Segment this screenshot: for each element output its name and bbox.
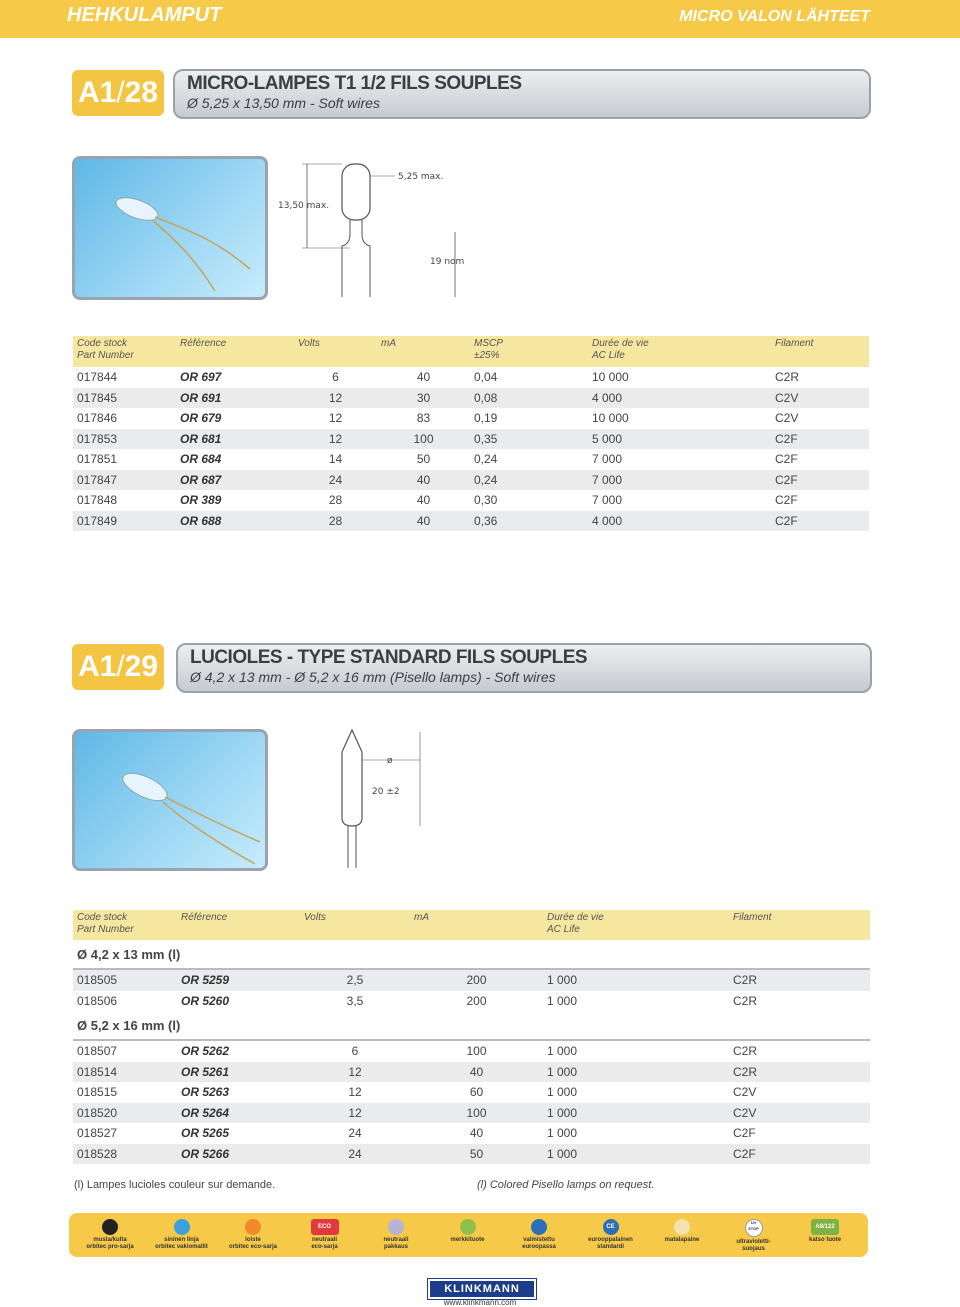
table-row (73, 367, 869, 388)
legend-icon: CE (603, 1219, 619, 1235)
cell-reference: OR 5260 (177, 991, 300, 1012)
cell-reference: OR 5264 (177, 1103, 300, 1124)
cell-life: 1 000 (543, 1144, 729, 1165)
cell-filament: C2V (771, 408, 869, 429)
legend-item (647, 1219, 717, 1244)
cell-life: 1 000 (543, 1082, 729, 1103)
cell-life: 5 000 (588, 429, 771, 450)
cell-filament: C2F (729, 1123, 870, 1144)
category-subtitle: MICRO VALON LÄHTEET (679, 8, 870, 25)
cell-reference: OR 5262 (177, 1040, 300, 1062)
note-french: (l) Lampes lucioles couleur sur demande. (74, 1179, 276, 1191)
table-row (73, 490, 869, 511)
cell-milliamps: 40 (377, 490, 470, 511)
legend-label: neutraali (383, 1237, 409, 1243)
legend-label: matalapaine (664, 1237, 700, 1243)
cell-milliamps: 83 (377, 408, 470, 429)
legend-item (504, 1219, 574, 1251)
cell-milliamps: 40 (410, 1062, 543, 1083)
legend-item (790, 1219, 860, 1244)
cell-part-number: 018506 (73, 991, 177, 1012)
cell-volts: 12 (294, 429, 377, 450)
cell-filament: C2V (729, 1103, 870, 1124)
cell-filament: C2F (771, 490, 869, 511)
cell-mscp: 0,24 (470, 470, 588, 491)
cell-filament: C2R (729, 969, 870, 991)
cell-filament: C2R (771, 367, 869, 388)
section-banner-a1-29 (176, 643, 872, 693)
cell-volts: 6 (300, 1040, 410, 1062)
legend-icon (388, 1219, 404, 1235)
cell-reference: OR 687 (176, 470, 294, 491)
cell-volts: 12 (300, 1103, 410, 1124)
cell-life: 1 000 (543, 991, 729, 1012)
legend-icon (674, 1219, 690, 1235)
cell-milliamps: 60 (410, 1082, 543, 1103)
lamp-photo (72, 156, 268, 300)
legend-item (576, 1219, 646, 1251)
cell-life: 1 000 (543, 1062, 729, 1083)
section-title: LUCIOLES - TYPE STANDARD FILS SOUPLES (190, 647, 588, 668)
legend-item (290, 1219, 360, 1251)
dim-diameter: 5,25 max. (398, 172, 444, 182)
legend-sublabel: pakkaus (383, 1244, 408, 1250)
cell-reference: OR 681 (176, 429, 294, 450)
cell-filament: C2R (729, 1062, 870, 1083)
cell-reference: OR 5263 (177, 1082, 300, 1103)
cell-milliamps: 100 (410, 1040, 543, 1062)
spec-table-a1-28: Code stock Part Number Référence Volts mA MSCP ±25% Durée de vie AC Life Filament 017844 OR 697 6 40 0,04 10 000 C2R 017845 OR 691 12 30 0,08 4 000 C2V 017846 OR 679 12 83 0,19 10 000 C2V 017853 OR 681 12 100 0,35 5 000 C2F 017851 OR 684 14 50 0,24 7 000 C2F 017847 OR 687 24 40 0,24 7 000 C2F 017848 OR 389 28 40 0,30 7 000 C2F 017849 OR 688 28 40 0,36 4 000 C2F (73, 336, 869, 531)
cell-life: 10 000 (588, 367, 771, 388)
legend-sublabel: orbitec pro-sarja (86, 1244, 134, 1250)
cell-filament: C2V (771, 388, 869, 409)
dim-length: 13,50 max. (278, 201, 330, 211)
cell-volts: 12 (294, 408, 377, 429)
cell-life: 4 000 (588, 388, 771, 409)
website-url[interactable]: www.klinkmann.com (443, 1298, 517, 1307)
cell-reference: OR 697 (176, 367, 294, 388)
cell-part-number: 017847 (73, 470, 176, 491)
cell-volts: 28 (294, 511, 377, 532)
section-title: MICRO-LAMPES T1 1/2 FILS SOUPLES (187, 73, 522, 94)
table-row (73, 1062, 870, 1083)
cell-volts: 12 (300, 1082, 410, 1103)
cell-mscp: 0,08 (470, 388, 588, 409)
table-group-header (73, 940, 870, 969)
cell-mscp: 0,19 (470, 408, 588, 429)
cell-volts: 6 (294, 367, 377, 388)
legend-item (361, 1219, 431, 1251)
legend-icon: UV STOP (745, 1219, 763, 1237)
table-row (73, 388, 869, 409)
cell-filament: C2F (729, 1144, 870, 1165)
cell-part-number: 018528 (73, 1144, 177, 1165)
cell-mscp: 0,24 (470, 449, 588, 470)
legend-sublabel: standardi (596, 1244, 624, 1250)
cell-life: 1 000 (543, 1103, 729, 1124)
cell-reference: OR 691 (176, 388, 294, 409)
cell-part-number: 017845 (73, 388, 176, 409)
dimension-drawing-a1-29 (320, 726, 440, 871)
cell-reference: OR 688 (176, 511, 294, 532)
cell-life: 7 000 (588, 490, 771, 511)
cell-part-number: 017846 (73, 408, 176, 429)
cell-milliamps: 40 (377, 367, 470, 388)
legend-item (75, 1219, 145, 1251)
cell-volts: 12 (294, 388, 377, 409)
dim-wire: 19 nom (430, 257, 465, 267)
dimension-drawing-a1-28 (270, 152, 480, 302)
cell-life: 1 000 (543, 969, 729, 991)
legend-label: katso tuote (808, 1237, 841, 1243)
cell-part-number: 017851 (73, 449, 176, 470)
legend-icon: A8/122 (811, 1219, 839, 1235)
cell-reference: OR 5259 (177, 969, 300, 991)
legend-sublabel: orbitec vakiomallit (155, 1244, 208, 1250)
cell-filament: C2V (729, 1082, 870, 1103)
cell-milliamps: 30 (377, 388, 470, 409)
table-row (73, 1040, 870, 1062)
lamp-photo (72, 729, 268, 871)
lamp-photo-illustration (75, 732, 265, 868)
cell-volts: 14 (294, 449, 377, 470)
cell-filament: C2F (771, 449, 869, 470)
cell-reference: OR 679 (176, 408, 294, 429)
legend-label: sininen linja (164, 1237, 199, 1243)
table-group-header (73, 1011, 870, 1040)
legend-sublabel: orbitec eco-sarja (228, 1244, 278, 1250)
legend-bar (69, 1213, 868, 1257)
cell-volts: 24 (294, 470, 377, 491)
cell-mscp: 0,04 (470, 367, 588, 388)
note-english: (l) Colored Pisello lamps on request. (477, 1179, 655, 1191)
section-banner-a1-28 (173, 69, 871, 119)
legend-icon (531, 1219, 547, 1235)
cell-reference: OR 389 (176, 490, 294, 511)
legend-icon (245, 1219, 261, 1235)
section-code-a1-29: A1/29 (72, 644, 164, 690)
table-row (73, 470, 869, 491)
group-label: Ø 5,2 x 16 mm (l) (73, 1011, 870, 1040)
table-row (73, 429, 869, 450)
cell-volts: 3,5 (300, 991, 410, 1012)
cell-mscp: 0,35 (470, 429, 588, 450)
table-row (73, 511, 869, 532)
legend-label: valmistettu (523, 1237, 555, 1243)
cell-volts: 24 (300, 1123, 410, 1144)
section-code-a1-28: A1/28 (72, 70, 164, 116)
cell-life: 10 000 (588, 408, 771, 429)
legend-sublabel: eco-sarja (311, 1244, 338, 1250)
cell-milliamps: 50 (377, 449, 470, 470)
cell-mscp: 0,30 (470, 490, 588, 511)
brand-logo: KLINKMANN (428, 1279, 536, 1299)
table-row (73, 1123, 870, 1144)
legend-label: merkkituote (450, 1237, 485, 1243)
cell-life: 7 000 (588, 470, 771, 491)
table-row (73, 1082, 870, 1103)
legend-icon (460, 1219, 476, 1235)
table-row (73, 408, 869, 429)
cell-filament: C2F (771, 429, 869, 450)
legend-label: neutraali (311, 1237, 337, 1243)
cell-mscp: 0,36 (470, 511, 588, 532)
cell-milliamps: 40 (410, 1123, 543, 1144)
legend-item (719, 1219, 789, 1253)
legend-icon: ECO (311, 1219, 339, 1235)
cell-reference: OR 5265 (177, 1123, 300, 1144)
cell-milliamps: 100 (377, 429, 470, 450)
cell-part-number: 018520 (73, 1103, 177, 1124)
table-row (73, 969, 870, 991)
table-row (73, 1144, 870, 1165)
cell-filament: C2F (771, 470, 869, 491)
cell-part-number: 017844 (73, 367, 176, 388)
legend-icon (174, 1219, 190, 1235)
cell-part-number: 018515 (73, 1082, 177, 1103)
cell-part-number: 018505 (73, 969, 177, 991)
dim-diameter: ø (387, 756, 393, 766)
cell-milliamps: 40 (377, 511, 470, 532)
cell-part-number: 017853 (73, 429, 176, 450)
legend-icon (102, 1219, 118, 1235)
legend-item (218, 1219, 288, 1251)
cell-life: 7 000 (588, 449, 771, 470)
cell-milliamps: 50 (410, 1144, 543, 1165)
cell-volts: 12 (300, 1062, 410, 1083)
legend-label: musta/kulta (93, 1237, 127, 1243)
cell-part-number: 018514 (73, 1062, 177, 1083)
legend-label: ultravioletti- (736, 1239, 771, 1245)
section-subtitle: Ø 5,25 x 13,50 mm - Soft wires (187, 95, 380, 111)
cell-part-number: 018507 (73, 1040, 177, 1062)
table-row (73, 1103, 870, 1124)
legend-item (147, 1219, 217, 1251)
section-subtitle: Ø 4,2 x 13 mm - Ø 5,2 x 16 mm (Pisello lamps) - Soft wires (190, 669, 556, 685)
cell-milliamps: 100 (410, 1103, 543, 1124)
table-row (73, 991, 870, 1012)
cell-volts: 28 (294, 490, 377, 511)
cell-volts: 24 (300, 1144, 410, 1165)
cell-milliamps: 200 (410, 991, 543, 1012)
table-row (73, 449, 869, 470)
legend-sublabel: euroopassa (522, 1244, 556, 1250)
cell-filament: C2R (729, 991, 870, 1012)
dim-length: 20 ±2 (372, 787, 400, 797)
cell-part-number: 018527 (73, 1123, 177, 1144)
top-bar (0, 0, 960, 38)
legend-item (433, 1219, 503, 1244)
cell-life: 4 000 (588, 511, 771, 532)
cell-filament: C2F (771, 511, 869, 532)
category-title: HEHKULAMPUT (67, 4, 222, 26)
cell-part-number: 017848 (73, 490, 176, 511)
cell-volts: 2,5 (300, 969, 410, 991)
legend-label: eurooppalainen (588, 1237, 633, 1243)
group-label: Ø 4,2 x 13 mm (l) (73, 940, 870, 969)
spec-table-a1-29: Code stock Part Number Référence Volts mA Durée de vie AC Life Filament Ø 4,2 x 13 mm (l) 018505 OR 5259 2,5 200 1 000 C2R 018506 OR 5260 3,5 200 1 000 C2R Ø 5,2 x 16 mm (l) 018507 OR 5262 6 100 1 000 C2R 018514 OR 5261 12 40 1 000 C2R 018515 OR 5263 12 60 1 000 C2V 018520 OR 5264 12 100 1 000 C2V 018527 OR 5265 24 40 1 000 C2F 018528 OR 5266 24 50 1 000 C2F (73, 910, 870, 1164)
cell-life: 1 000 (543, 1040, 729, 1062)
cell-filament: C2R (729, 1040, 870, 1062)
cell-reference: OR 5261 (177, 1062, 300, 1083)
cell-milliamps: 40 (377, 470, 470, 491)
legend-label: loiste (245, 1237, 261, 1243)
cell-life: 1 000 (543, 1123, 729, 1144)
cell-part-number: 017849 (73, 511, 176, 532)
cell-reference: OR 5266 (177, 1144, 300, 1165)
legend-sublabel: suojaus (742, 1246, 765, 1252)
cell-reference: OR 684 (176, 449, 294, 470)
lamp-photo-illustration (75, 159, 265, 297)
cell-milliamps: 200 (410, 969, 543, 991)
